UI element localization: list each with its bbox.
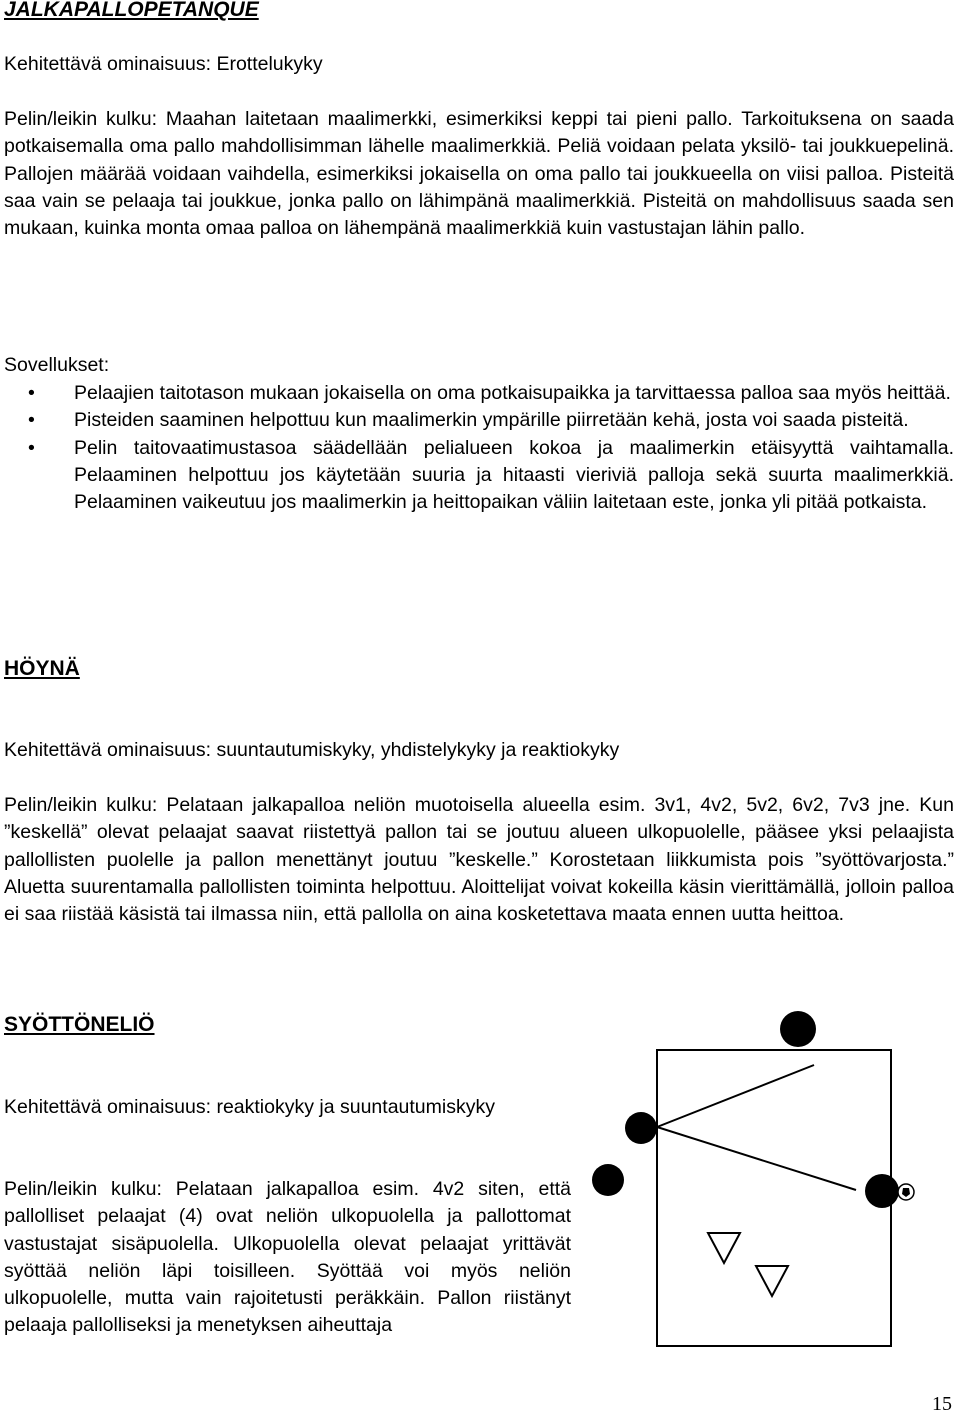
bullet-icon: • <box>28 436 35 459</box>
player-outside <box>625 1112 657 1144</box>
bullet-icon: • <box>28 382 35 404</box>
section-trait: Kehitettävä ominaisuus: reaktiokyky ja suuntautumiskyky <box>4 1096 495 1118</box>
page-number: 15 <box>932 1393 952 1415</box>
defender-triangle <box>756 1266 788 1296</box>
section-flow: Pelin/leikin kulku: Pelataan jalkapalloa esim. 4v2 siten, että pallolliset pelaajat (4) ovat neliön ulkopuolella ja pallottomat vastustajat sisäpuolella. Ulkopuolella olevat pelaajat yrittävät syöttää neliön läpi toisilleen. Syöttää voi myös neliön ulkopuolelle, mutta vain rajoitetusti peräkkäin. Pallon riistänyt pelaaja pallolliseksi ja menetyksen aiheuttaja <box>4 1178 571 1337</box>
applications-list <box>4 380 954 516</box>
list-item: • Pelaajien taitotason mukaan jokaisella on oma potkaisupaikka ja tarvittaessa palloa saa myös heittää. <box>4 380 954 407</box>
section-flow: Pelin/leikin kulku: Maahan laitetaan maalimerkki, esimerkiksi keppi tai pieni pallo. Tarkoituksena on saada potkaisemalla oma pallo mahdollisimman lähelle maalimerkkiä. Peliä voidaan pelata yksilö- tai joukkuepelinä. Pallojen määrää voidaan vaihdella, esimerkiksi jokaisella on oma pallo tai joukkueella on viisi palloa. Pisteitä saa vain se pelaaja tai joukkue, jonka pallo on lähimpänä maalimerkkiä. Pisteitä on mahdollisuus saada sen mukaan, kuinka monta omaa palloa on lähempänä maalimerkkiä kuin vastustajan lähin pallo. <box>4 108 954 240</box>
section-title-syottonelio: SYÖTTÖNELIÖ <box>4 1013 155 1036</box>
defender-triangle <box>708 1233 740 1263</box>
section-title-hoyna: HÖYNÄ <box>4 657 80 680</box>
player-outside <box>780 1011 816 1047</box>
section-title-jalkapallopetanque: JALKAPALLOPETANQUE <box>4 0 259 21</box>
list-item: • Pisteiden saaminen helpottuu kun maalimerkin ympärille piirretään kehä, josta voi saada pisteitä. <box>4 407 954 434</box>
section-flow: Pelin/leikin kulku: Pelataan jalkapalloa neliön muotoisella alueella esim. 3v1, 4v2, 5v2, 6v2, 7v3 jne. Kun ”keskellä” olevat pelaajat saavat riistettyä pallon tai se joutuu alueen ulkopuolelle, pääsee yksi pelaajista pallollisten puolelle ja pallon menettänyt joutuu ”keskelle.” Korostetaan liikkumista pois ”syöttövarjosta.” Aluetta suurentamalla pallollisten toiminta helpottuu. Aloittelijat voivat kokeilla käsin vierittämällä, jolloin palloa ei saa riistää käsistä tai ilmassa niin, että pallolla on aina kosketettava maata ennen uutta heittoa. <box>4 794 954 926</box>
player-outside <box>865 1174 899 1208</box>
section-trait: Kehitettävä ominaisuus: suuntautumiskyky, yhdistelykyky ja reaktiokyky <box>4 739 620 761</box>
section-trait: Kehitettävä ominaisuus: Erottelukyky <box>4 53 323 75</box>
passing-square-diagram <box>580 1010 920 1360</box>
applications-label: Sovellukset: <box>4 354 110 376</box>
pass-line <box>657 1065 814 1127</box>
bullet-icon: • <box>28 409 35 432</box>
player-outside <box>592 1164 624 1196</box>
pass-line <box>657 1127 856 1190</box>
square-field <box>657 1050 891 1346</box>
list-item: • Pelin taitovaatimustasoa säädellään pelialueen kokoa ja maalimerkin etäisyyttä vaihtamalla. Pelaaminen helpottuu jos käytetään suuria ja hitaasti vieriviä palloja sekä suurta maalimerkkiä. Pelaaminen vaikeutuu jos maalimerkin ja heittopaikan väliin laitetaan este, jonka yli pitää potkaista. <box>28 436 954 514</box>
